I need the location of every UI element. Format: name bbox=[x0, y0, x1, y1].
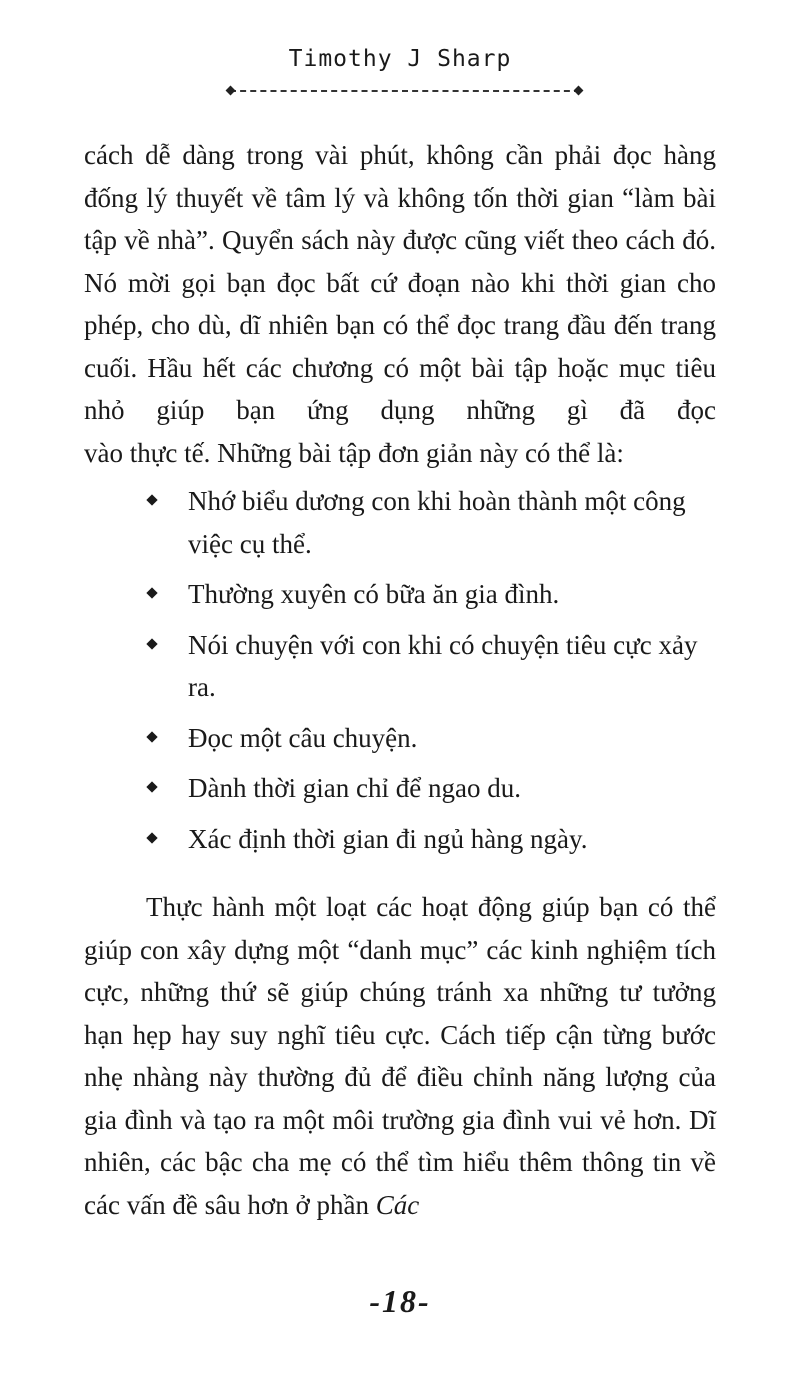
list-item-text: Nhớ biểu dương con khi hoàn thành một công việc cụ thể. bbox=[188, 486, 686, 559]
diamond-bullet-icon bbox=[146, 494, 157, 505]
intro-paragraph-text: cách dễ dàng trong vài phút, không cần phải đọc hàng đống lý thuyết về tâm lý và không tốn thời gian “làm bài tập về nhà”. Quyển sách này được cũng viết theo cách đó. Nó mời gọi bạn đọc bất cứ đoạn nào khi thời gian cho phép, cho dù, dĩ nhiên bạn có thể đọc trang đầu đến trang cuối. Hầu hết các chương có một bài tập hoặc mục tiêu nhỏ giúp bạn ứng dụng những gì đã đọc bbox=[84, 140, 716, 425]
intro-paragraph bbox=[84, 134, 716, 474]
diamond-bullet-icon bbox=[146, 638, 157, 649]
header-rule-left-dot bbox=[226, 86, 236, 96]
running-header-author: Timothy J Sharp bbox=[288, 46, 512, 72]
closing-paragraph bbox=[84, 886, 716, 1226]
closing-paragraph-text: Thực hành một loạt các hoạt động giúp bạn có thể giúp con xây dựng một “danh mục” các kinh nghiệm tích cực, những thứ sẽ giúp chúng tránh xa những tư tưởng hạn hẹp hay suy nghĩ tiêu cực. Cách tiếp cận từng bước nhẹ nhàng này thường đủ để điều chỉnh năng lượng của gia đình và tạo ra một môi trường gia đình vui vẻ hơn. Dĩ nhiên, các bậc cha mẹ có thể tìm hiểu thêm thông tin về các vấn đề sâu hơn ở phần bbox=[84, 892, 716, 1220]
exercise-list bbox=[84, 480, 716, 860]
list-item bbox=[84, 624, 716, 709]
list-item-text: Đọc một câu chuyện. bbox=[188, 722, 418, 753]
intro-paragraph-last-line: vào thực tế. Những bài tập đơn giản này có thể là: bbox=[84, 437, 624, 468]
diamond-bullet-icon bbox=[146, 832, 157, 843]
page-number: -18- bbox=[369, 1283, 431, 1319]
list-item-text: Dành thời gian chỉ để ngao du. bbox=[188, 773, 521, 803]
list-item-text: Xác định thời gian đi ngủ hàng ngày. bbox=[188, 823, 588, 854]
page-body bbox=[84, 134, 716, 1226]
diamond-bullet-icon bbox=[146, 587, 157, 598]
list-item bbox=[84, 818, 716, 861]
list-item bbox=[84, 767, 716, 810]
diamond-bullet-icon bbox=[146, 781, 157, 792]
header-dashed-rule bbox=[230, 90, 580, 92]
list-item bbox=[84, 573, 716, 616]
header-rule-right-dot bbox=[574, 86, 584, 96]
closing-paragraph-italic: Các bbox=[375, 1189, 420, 1220]
diamond-bullet-icon bbox=[146, 731, 157, 742]
list-item-text: Thường xuyên có bữa ăn gia đình. bbox=[188, 579, 560, 609]
list-item bbox=[84, 480, 716, 565]
list-item bbox=[84, 717, 716, 760]
list-item-text: Nói chuyện với con khi có chuyện tiêu cực xảy ra. bbox=[188, 629, 698, 702]
